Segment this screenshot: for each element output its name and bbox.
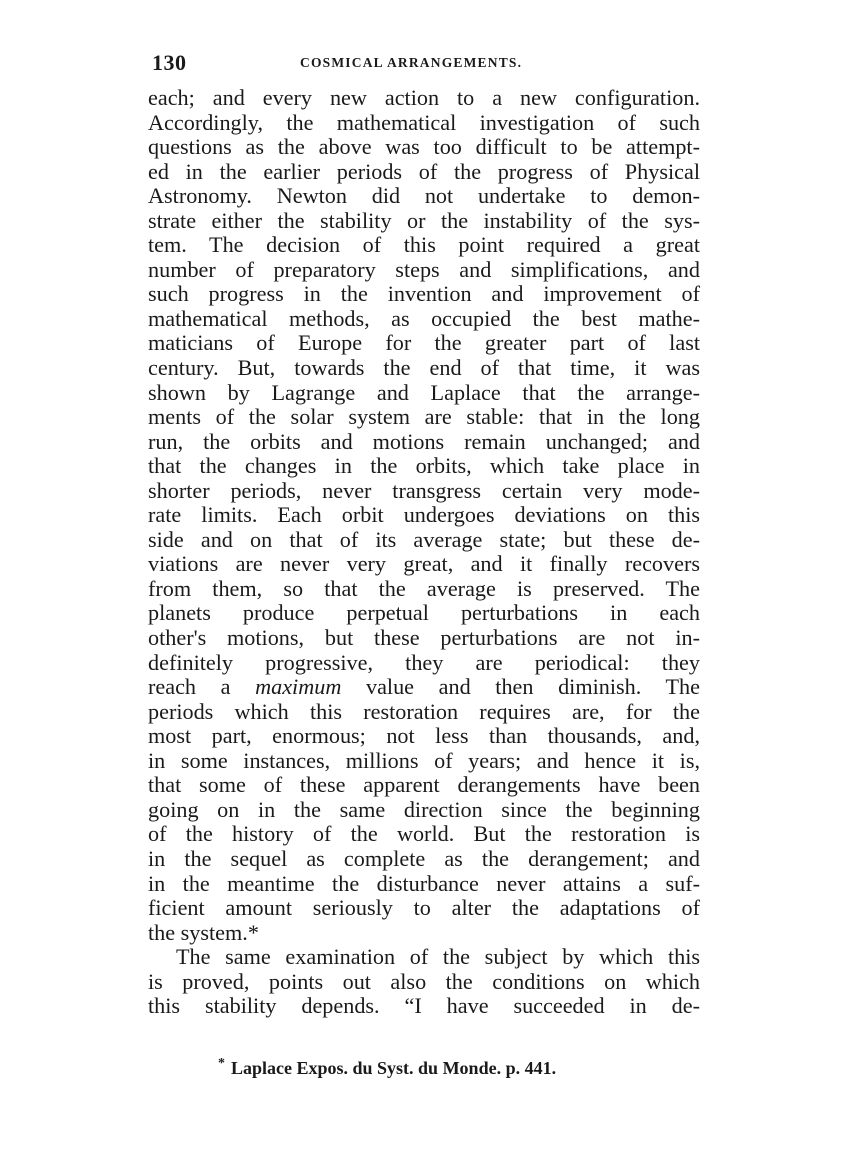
- text-line: that the changes in the orbits, which take place in: [148, 453, 700, 479]
- text-line: rate limits. Each orbit undergoes deviations on this: [148, 502, 700, 528]
- footnote-text: Laplace Expos. du Syst. du Monde. p. 441.: [231, 1058, 557, 1078]
- emphasis: maximum: [255, 674, 342, 700]
- text-line: strate either the stability or the instability of the sys-: [148, 207, 700, 233]
- text-line: shorter periods, never transgress certain very mode-: [148, 477, 700, 503]
- text-line: in some instances, millions of years; and hence it is,: [148, 747, 700, 773]
- text-line: number of preparatory steps and simplifications, and: [148, 256, 700, 282]
- text-line: the system.*: [148, 919, 259, 945]
- text-line: planets produce perpetual perturbations in each: [148, 600, 700, 626]
- text-line: in the sequel as complete as the derangement; and: [148, 845, 700, 871]
- text-line: Accordingly, the mathematical investigation of such: [148, 109, 700, 135]
- text-line: from them, so that the average is preserved. The: [148, 575, 700, 601]
- text-line: other's motions, but these perturbations are not in-: [148, 625, 700, 651]
- text-line: going on in the same direction since the beginning: [148, 796, 700, 822]
- footnote-mark: *: [218, 1056, 225, 1071]
- text-line: of the history of the world. But the restoration is: [148, 821, 700, 847]
- text-line: tem. The decision of this point required a great: [148, 232, 700, 258]
- text-line: is proved, points out also the conditions on which: [148, 968, 700, 994]
- text-line: viations are never very great, and it finally recovers: [148, 551, 700, 577]
- page-number: 130: [152, 50, 187, 75]
- text-line: reach a maximum value and then diminish. The: [148, 674, 701, 700]
- text-line: such progress in the invention and improvement of: [148, 281, 700, 307]
- text-line: ments of the solar system are stable: that in the long: [148, 404, 700, 430]
- text-line: ficient amount seriously to alter the adaptations of: [148, 895, 700, 921]
- page-header: [152, 50, 700, 82]
- text-line: ed in the earlier periods of the progress of Physical: [148, 158, 700, 184]
- text-line: century. But, towards the end of that time, it was: [148, 355, 700, 381]
- text-line: each; and every new action to a new configuration.: [148, 85, 700, 110]
- text-line: questions as the above was too difficult to be attempt-: [148, 134, 700, 160]
- text-line: most part, enormous; not less than thousands, and,: [148, 723, 700, 749]
- text-line: definitely progressive, they are periodical: they: [148, 649, 700, 675]
- footnote: [218, 1056, 556, 1079]
- text-line: Astronomy. Newton did not undertake to demon-: [148, 183, 700, 209]
- text-line: in the meantime the disturbance never attains a suf-: [148, 870, 700, 896]
- body-text: [148, 86, 700, 1019]
- text-line: side and on that of its average state; but these de-: [148, 526, 700, 552]
- text-line: this stability depends. “I have succeeded in de-: [148, 993, 700, 1019]
- running-head: COSMICAL ARRANGEMENTS.: [300, 55, 523, 70]
- text-line: maticians of Europe for the greater part of last: [148, 330, 700, 356]
- text-line: run, the orbits and motions remain unchanged; and: [148, 428, 700, 454]
- text-line: periods which this restoration requires are, for the: [148, 698, 700, 724]
- text-line: shown by Lagrange and Laplace that the arrange-: [148, 379, 700, 405]
- text-line: mathematical methods, as occupied the best mathe-: [148, 305, 700, 331]
- text-line: that some of these apparent derangements have been: [148, 772, 700, 798]
- text-line: The same examination of the subject by which this: [176, 944, 700, 970]
